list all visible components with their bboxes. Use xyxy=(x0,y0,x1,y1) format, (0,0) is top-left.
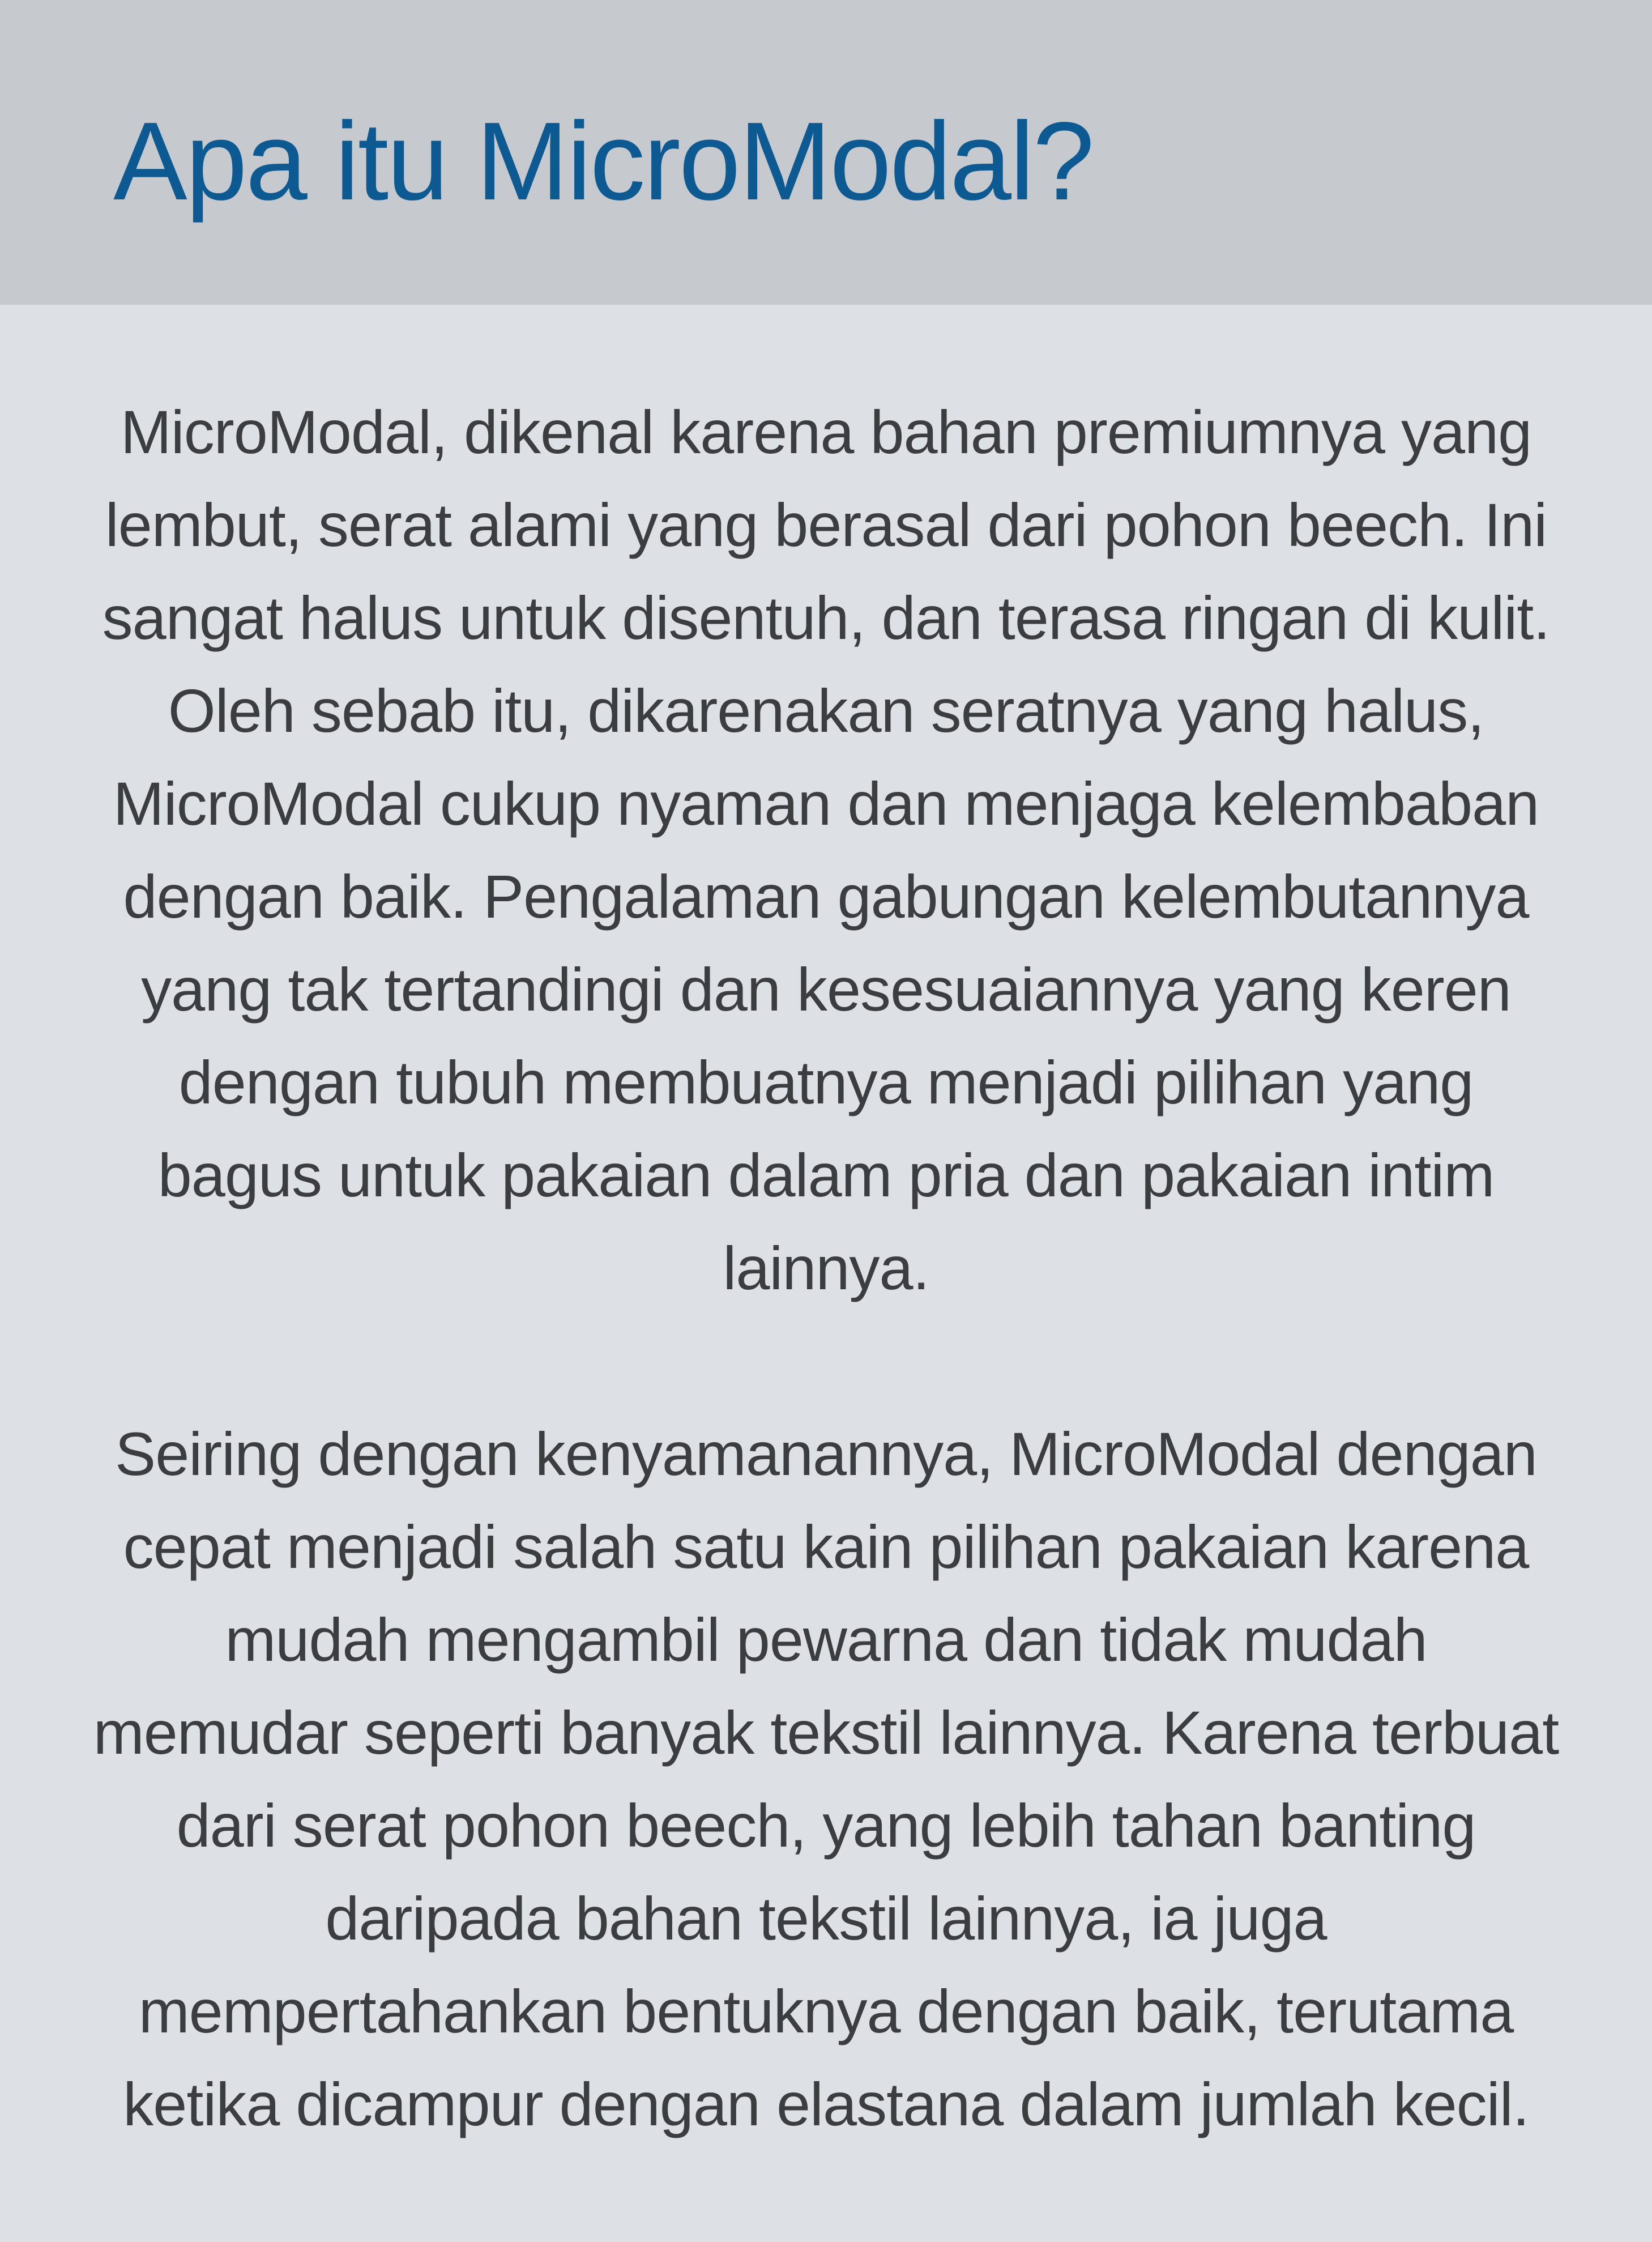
paragraph-line: Oleh sebab itu, dikarenakan seratnya yang halus, xyxy=(168,676,1484,745)
paragraph-line: yang tak tertandingi dan kesesuaiannya yang keren xyxy=(141,955,1511,1024)
paragraph-benefits xyxy=(85,1408,1567,2151)
paragraph-line: mudah mengambil pewarna dan tidak mudah xyxy=(225,1605,1427,1674)
paragraph-line: lainnya. xyxy=(723,1234,929,1302)
paragraph-line: sangat halus untuk disentuh, dan terasa ringan di kulit. xyxy=(102,583,1550,652)
paragraph-line: dari serat pohon beech, yang lebih tahan banting xyxy=(176,1791,1476,1860)
paragraph-line: dengan baik. Pengalaman gabungan kelembutannya xyxy=(123,862,1529,931)
paragraph-line: lembut, serat alami yang berasal dari pohon beech. Ini xyxy=(105,491,1547,559)
paragraph-intro xyxy=(85,386,1567,1315)
header-banner xyxy=(0,0,1652,305)
paragraph-line: bagus untuk pakaian dalam pria dan pakaian intim xyxy=(157,1141,1495,1209)
paragraph-line: Seiring dengan kenyamanannya, MicroModal dengan xyxy=(115,1420,1537,1488)
article-body xyxy=(85,386,1567,2151)
page-title: Apa itu MicroModal? xyxy=(113,99,1093,223)
paragraph-line: daripada bahan tekstil lainnya, ia juga xyxy=(325,1884,1327,1953)
paragraph-line: MicroModal cukup nyaman dan menjaga kelembaban xyxy=(113,769,1539,838)
paragraph-line: cepat menjadi salah satu kain pilihan pakaian karena xyxy=(123,1512,1529,1581)
paragraph-line: memudar seperti banyak tekstil lainnya. Karena terbuat xyxy=(93,1698,1559,1767)
paragraph-line: mempertahankan bentuknya dengan baik, terutama xyxy=(138,1977,1514,2045)
paragraph-line: ketika dicampur dengan elastana dalam jumlah kecil. xyxy=(123,2070,1529,2138)
paragraph-line: MicroModal, dikenal karena bahan premiumnya yang xyxy=(120,398,1532,466)
paragraph-line: dengan tubuh membuatnya menjadi pilihan yang xyxy=(178,1048,1474,1116)
